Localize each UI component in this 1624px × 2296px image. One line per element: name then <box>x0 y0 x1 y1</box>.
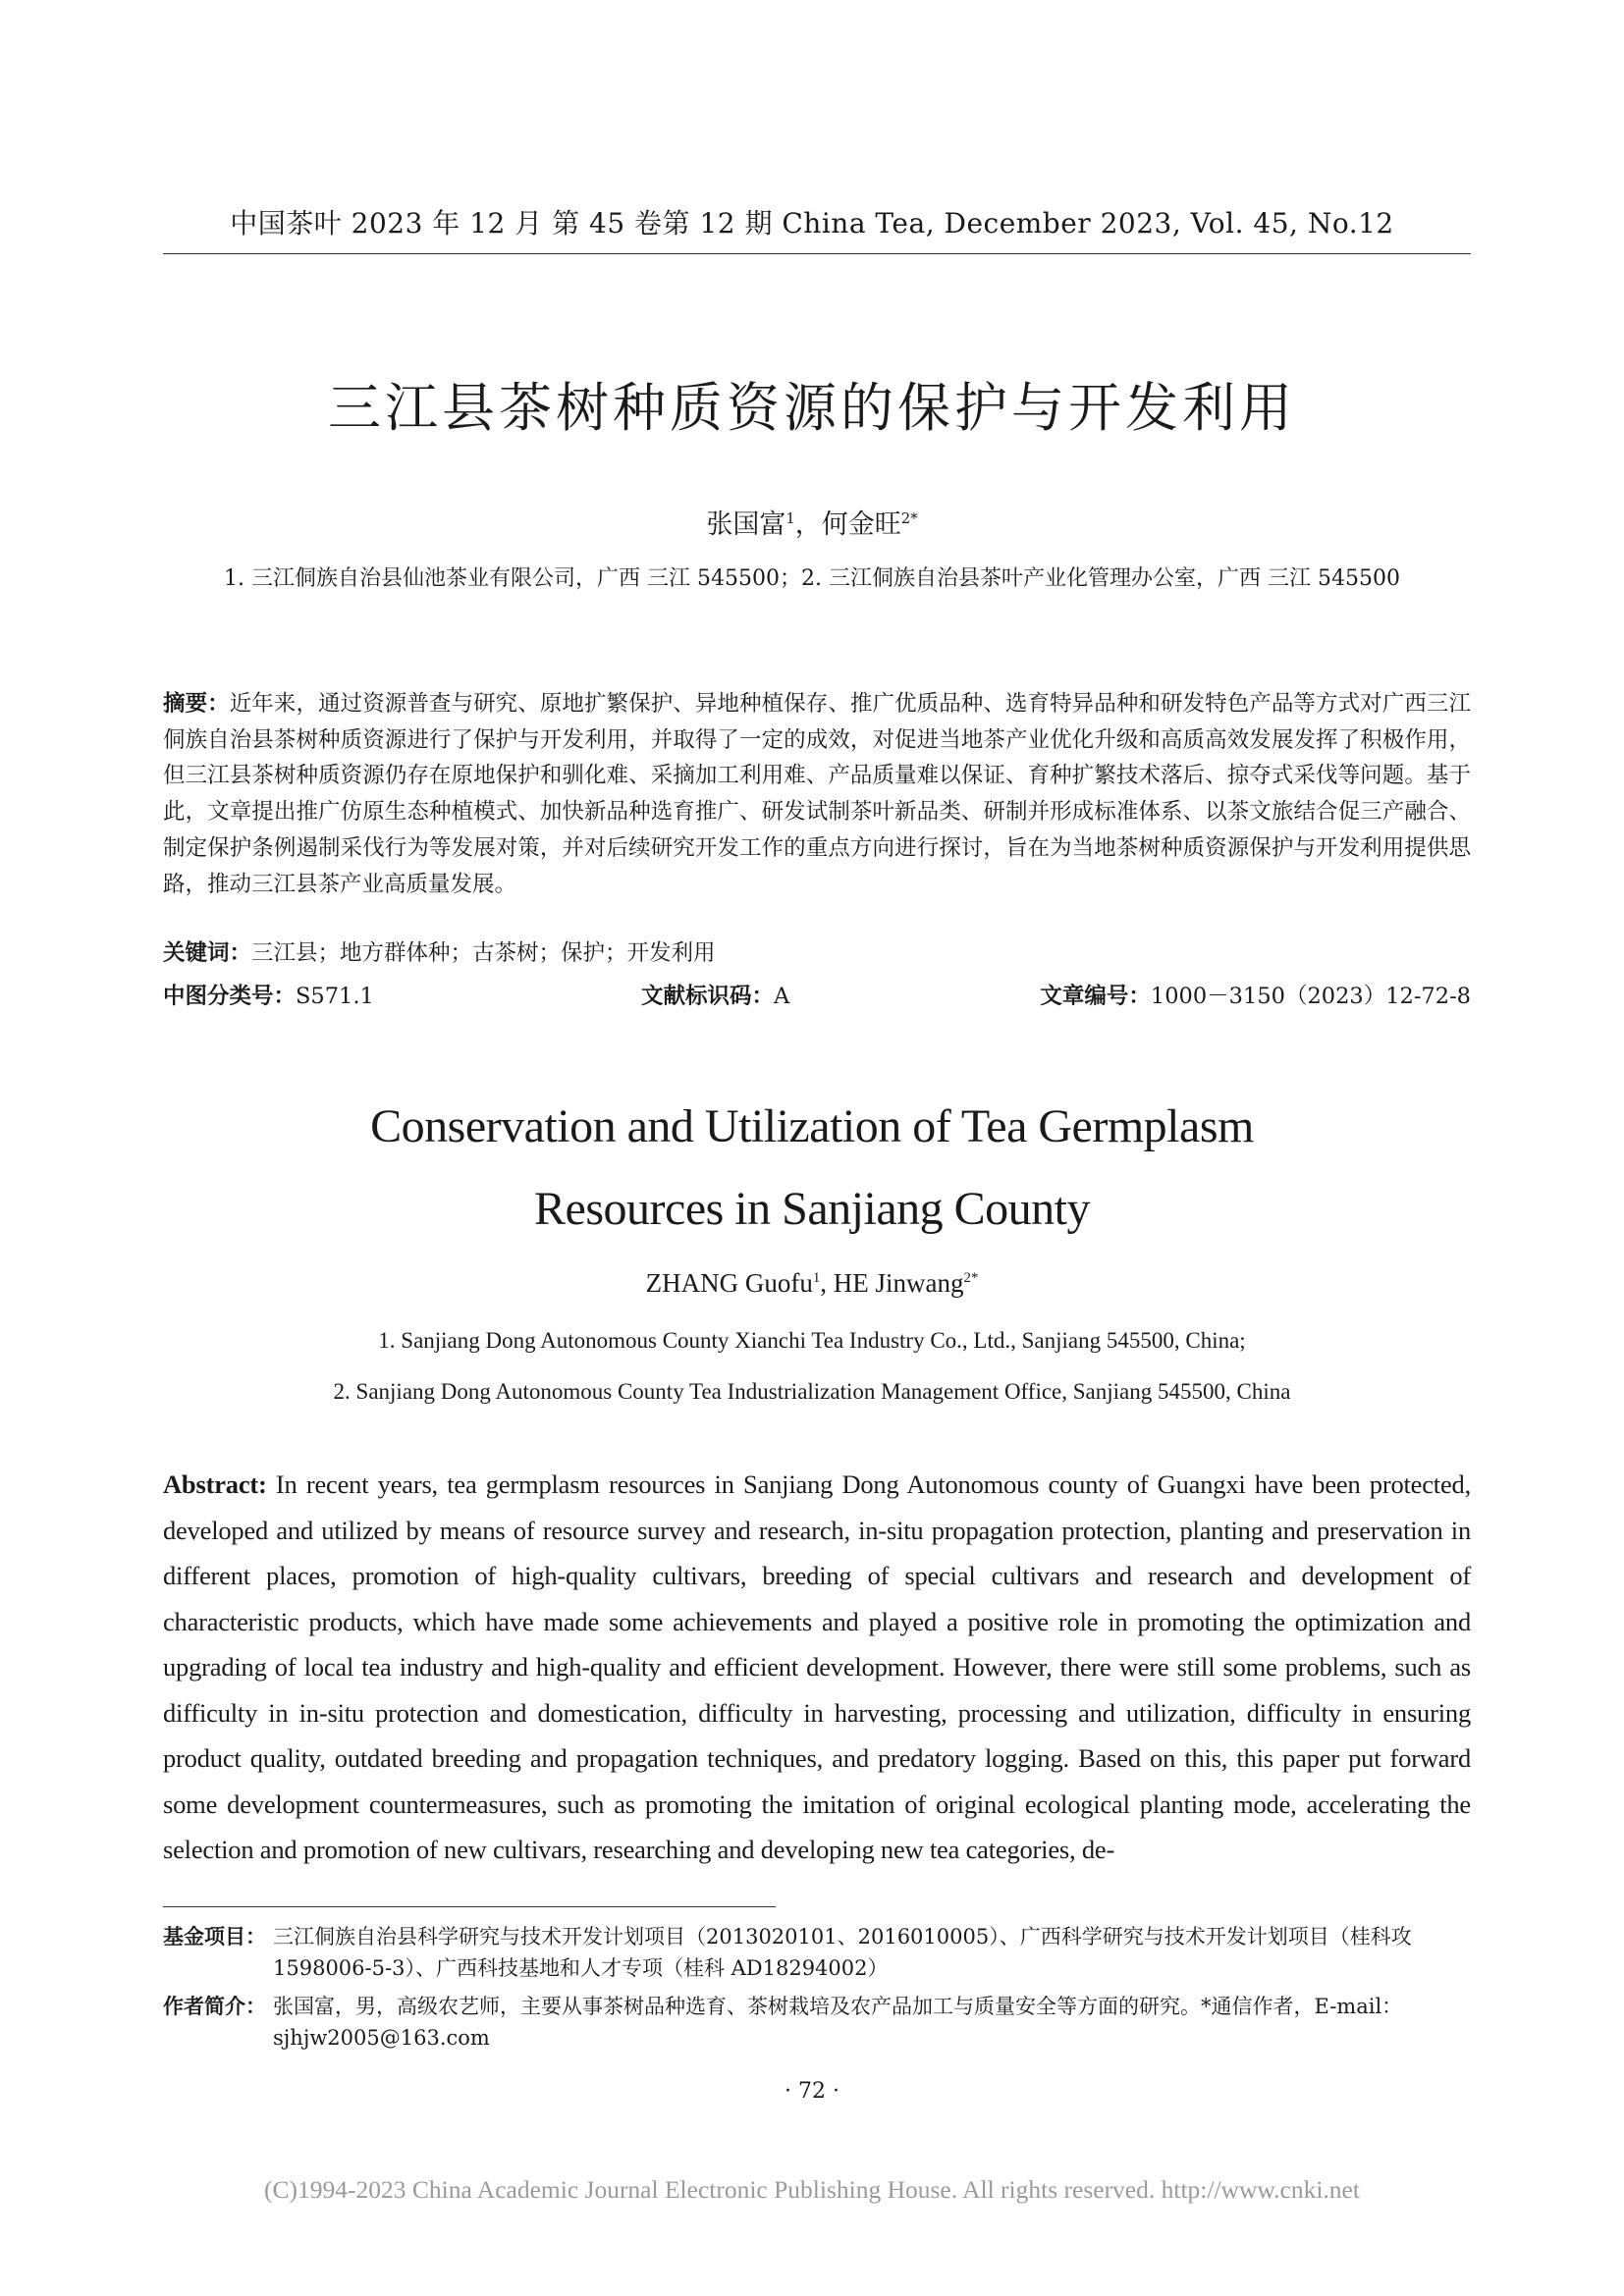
funding-footnote <box>163 1922 1471 1985</box>
english-abstract-label: Abstract: <box>163 1469 267 1499</box>
article-number <box>1040 979 1471 1010</box>
keywords-text: 三江县；地方群体种；古茶树；保护；开发利用 <box>251 940 716 966</box>
author-2-name: 何金旺 <box>821 509 901 540</box>
funding-label: 基金项目： <box>163 1925 266 1949</box>
footnote-rule <box>163 1906 776 1907</box>
chinese-abstract <box>163 686 1471 902</box>
english-abstract <box>163 1462 1471 1873</box>
classification-row <box>163 979 1471 1018</box>
chinese-title: 三江县茶树种质资源的保护与开发利用 <box>328 377 1296 439</box>
author-1-name: 张国富 <box>706 509 786 540</box>
chinese-abstract-label: 摘要： <box>163 691 230 717</box>
clc-number <box>163 979 374 1010</box>
document-code <box>641 979 789 1010</box>
chinese-abstract-text: 近年来，通过资源普查与研究、原地扩繁保护、异地种植保存、推广优质品种、选育特异品种和研发特色产品等方式对广西三江侗族自治县茶树种质资源进行了保护与开发利用，并取得了一定的成效，对促进当地茶产业优化升级和高质高效发展发挥了积极作用，但三江县茶树种质资源仍存在原地保护和驯化难、采摘加工利用难、产品质量难以保证、育种扩繁技术落后、掠夺式采伐等问题。基于此，文章提出推广仿原生态种植模式、加快新品种选育推广、研发试制茶叶新品类、研制并形成标准体系、以茶文旅结合促三产融合、制定保护条例遏制采伐行为等发展对策，并对后续研究开发工作的重点方向进行探讨，旨在为当地茶树种质资源保护与开发利用提供思路，推动三江县茶产业高质量发展。 <box>163 691 1471 897</box>
article-number-label: 文章编号： <box>1040 984 1151 1009</box>
chinese-affiliations: 1. 三江侗族自治县仙池茶业有限公司，广西 三江 545500；2. 三江侗族自治县茶叶产业化管理办公室，广西 三江 545500 <box>224 566 1400 591</box>
clc-value: S571.1 <box>296 984 374 1009</box>
keywords-label: 关键词： <box>163 940 252 966</box>
author-1-affil-mark: 1 <box>785 509 795 527</box>
en-author-2-name: HE Jinwang <box>833 1268 964 1298</box>
header-rule <box>163 253 1471 254</box>
running-header: 中国茶叶 2023 年 12 月 第 45 卷第 12 期 China Tea, December 2023, Vol. 45, No.12 <box>230 207 1394 240</box>
article-number-value: 1000－3150（2023）12-72-8 <box>1150 984 1471 1009</box>
page-number: · 72 · <box>785 2079 839 2104</box>
english-affiliation-1: 1. Sanjiang Dong Autonomous County Xianchi Tea Industry Co., Ltd., Sanjiang 545500, China; <box>378 1328 1246 1353</box>
en-author-separator: , <box>820 1268 834 1298</box>
funding-text: 三江侗族自治县科学研究与技术开发计划项目（2013020101、2016010005）、广西科学研究与技术开发计划项目（桂科攻 1598006-5-3）、广西科技基地和人才专项（桂科 AD18294002） <box>273 1925 1412 1980</box>
author-bio-text: 张国富，男，高级农艺师，主要从事茶树品种选育、茶树栽培及农产品加工与质量安全等方面的研究。*通信作者，E-mail：sjhjw2005@163.com <box>273 1995 1403 2050</box>
chinese-authors <box>0 503 1624 541</box>
author-2-affil-mark: 2* <box>900 509 918 527</box>
clc-label: 中图分类号： <box>163 984 297 1009</box>
en-author-1-name: ZHANG Guofu <box>645 1268 813 1298</box>
english-abstract-text: In recent years, tea germplasm resources in Sanjiang Dong Autonomous county of Guangxi have been protected, developed and utilized by means of resource survey and research, in-situ propagation protection, planting and preservation in different places, promotion of high-quality cultivars, breeding of special cultivars and research and development of characteristic products, which have made some achievements and played a positive role in promoting the optimization and upgrading of local tea industry and high-quality and efficient development. However, there were still some problems, such as difficulty in in-situ protection and domestication, difficulty in harvesting, processing and utilization, difficulty in ensuring product quality, outdated breeding and propagation techniques, and predatory logging. Based on this, this paper put forward some development countermeasures, such as promoting the imitation of original ecological planting mode, accelerating the selection and promotion of new cultivars, researching and developing new tea categories, de- <box>163 1469 1471 1864</box>
author-bio-label: 作者简介： <box>163 1995 266 2018</box>
english-affiliation-2: 2. Sanjiang Dong Autonomous County Tea Industrialization Management Office, Sanjiang 545500, China <box>333 1379 1291 1404</box>
en-author-2-affil-mark: 2* <box>963 1270 979 1286</box>
copyright-notice: (C)1994-2023 China Academic Journal Electronic Publishing House. All rights reserved. http://www.cnki.net <box>264 2175 1360 2204</box>
author-separator: ， <box>794 509 822 540</box>
english-authors <box>0 1268 1624 1299</box>
chinese-keywords <box>163 935 1471 972</box>
document-code-label: 文献标识码： <box>641 984 775 1009</box>
document-code-value: A <box>774 984 790 1009</box>
english-title-line-1: Conservation and Utilization of Tea Germplasm <box>370 1100 1254 1152</box>
english-title-line-2: Resources in Sanjiang County <box>534 1183 1090 1235</box>
author-bio-footnote <box>163 1992 1471 2055</box>
en-author-1-affil-mark: 1 <box>812 1270 821 1286</box>
